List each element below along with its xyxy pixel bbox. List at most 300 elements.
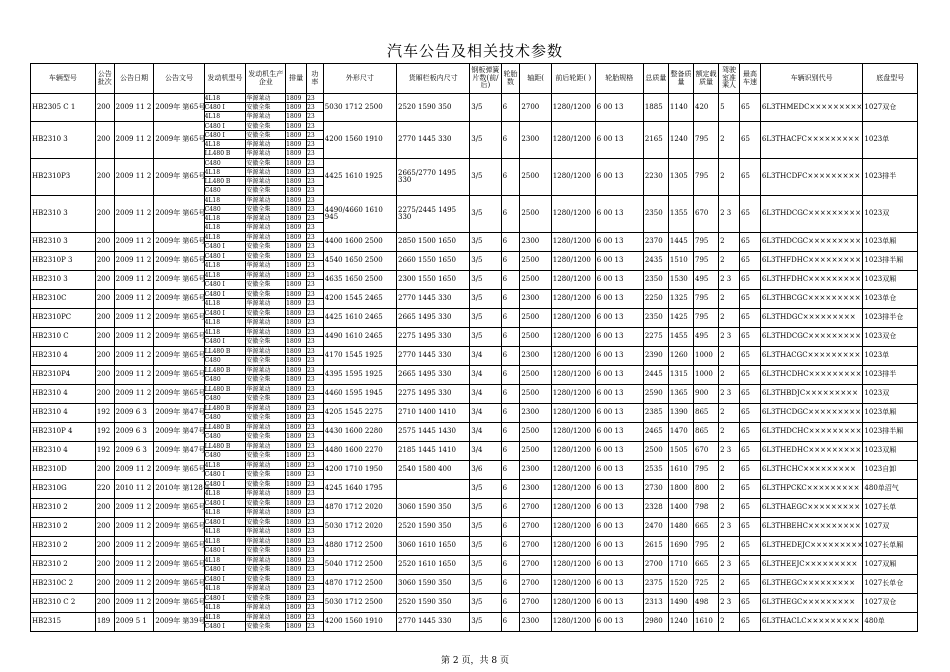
cell-eng-line: C480 I — [204, 471, 225, 478]
cell-date: 2009 5 1 — [114, 613, 154, 632]
cell-eng-line: 4L18 — [204, 528, 221, 535]
cell-wb: 2500 — [520, 423, 551, 442]
cell-maker-stack — [246, 122, 286, 159]
cell-vin: 6L3THCHC××××××××× — [760, 461, 863, 480]
cell-tires: 6 — [501, 159, 520, 196]
cell-disp-line: 1809 — [286, 103, 306, 112]
cell-chassis: 1027长单厢 — [863, 537, 918, 556]
cell-batch: 192 — [95, 404, 114, 423]
cell-total: 2250 — [643, 290, 668, 309]
cell-power-stack — [307, 271, 324, 290]
cell-eng-line: C480 I — [205, 575, 246, 584]
cell-disp-stack — [286, 480, 307, 499]
cell-tire-spec: 6 00 13 — [595, 271, 643, 290]
cell-vin: 6L3THDCGC××××××××× — [760, 233, 863, 252]
cell-eng-stack — [204, 94, 246, 122]
cell-curb: 1710 — [668, 556, 693, 575]
cell-doc: 2009年 第65号 — [154, 594, 204, 613]
column-header: 车辆型号 — [31, 64, 96, 94]
cell-rated: 420 — [694, 94, 719, 122]
cell-tire-spec: 6 00 13 — [595, 94, 643, 122]
cell-disp-line: 1809 — [286, 233, 306, 242]
cell-disp-line: 1809 — [286, 385, 306, 394]
cell-eng-stack — [204, 347, 246, 366]
cell-power-line: 23 — [307, 122, 323, 131]
cell-chassis: 1027长单仓 — [863, 575, 918, 594]
cell-cab: 2 — [719, 366, 740, 385]
cell-maker-line: 安徽全柴 — [246, 452, 271, 459]
cell-speed: 65 — [740, 159, 761, 196]
cell-tires: 6 — [501, 556, 520, 575]
cell-power-line: 23 — [307, 556, 323, 565]
cell-vin: 6L3THBCGC××××××××× — [760, 290, 863, 309]
cell-cargo: 2665 1495 330 — [397, 366, 470, 385]
cell-track: 1280/1200 — [551, 159, 595, 196]
cell-maker-line: 安徽全柴 — [246, 471, 271, 478]
cell-eng-stack — [204, 271, 246, 290]
cell-doc: 2009年 第65号 — [154, 309, 204, 328]
cell-spring: 3/6 — [470, 461, 501, 480]
cell-maker-line: 安徽全柴 — [246, 205, 285, 214]
cell-model: HB2305 C 1 — [31, 94, 96, 122]
cell-disp-stack — [286, 461, 307, 480]
cell-maker-stack — [246, 404, 286, 423]
cell-rated: 498 — [694, 594, 719, 613]
cell-maker-line: 安徽全柴 — [246, 376, 271, 383]
cell-model: HB2310C — [31, 290, 96, 309]
cell-maker-stack — [246, 537, 286, 556]
cell-spring: 3/4 — [470, 442, 501, 461]
cell-eng-line: C480 — [204, 395, 221, 402]
cell-maker-stack — [246, 594, 286, 613]
cell-wb: 2300 — [520, 122, 551, 159]
cell-model: HB2315 — [31, 613, 96, 632]
cell-tires: 6 — [501, 442, 520, 461]
cell-power-line: 23 — [307, 452, 315, 459]
cell-eng-stack — [204, 290, 246, 309]
cell-power-line: 23 — [307, 140, 323, 149]
cell-power-line: 23 — [307, 461, 323, 470]
cell-rated: 495 — [694, 271, 719, 290]
cell-rated: 798 — [694, 499, 719, 518]
cell-track: 1280/1200 — [551, 461, 595, 480]
cell-eng-line: 4L18 — [205, 214, 246, 223]
cell-model: HB2310 2 — [31, 518, 96, 537]
cell-maker-line: 安徽全柴 — [246, 290, 285, 299]
cell-tire-spec: 6 00 13 — [595, 556, 643, 575]
column-header: 发动机生产企业 — [246, 64, 286, 94]
cell-track: 1280/1200 — [551, 290, 595, 309]
cell-eng-stack — [204, 575, 246, 594]
cell-disp-stack — [286, 594, 307, 613]
cell-disp-stack — [286, 423, 307, 442]
cell-track: 1280/1200 — [551, 347, 595, 366]
cell-disp-line: 1809 — [286, 556, 306, 565]
cell-curb: 1510 — [668, 252, 693, 271]
cell-maker-stack — [246, 613, 286, 632]
cell-speed: 65 — [740, 233, 761, 252]
cell-vin: 6L3THBDJC××××××××× — [760, 385, 863, 404]
cell-rated: 795 — [694, 309, 719, 328]
cell-cargo: 2710 1400 1410 — [397, 404, 470, 423]
cell-eng-line: C480 I — [204, 566, 225, 573]
cell-tire-spec: 6 00 13 — [595, 423, 643, 442]
cell-speed: 65 — [740, 196, 761, 233]
cell-date: 2009 6 3 — [114, 423, 154, 442]
cell-disp-stack — [286, 575, 307, 594]
column-header: 钢板弹簧片数(前/后) — [470, 64, 501, 94]
cell-speed: 65 — [740, 404, 761, 423]
cell-doc: 2009年 第65号 — [154, 122, 204, 159]
cell-dims: 4880 1712 2500 — [323, 537, 396, 556]
cell-curb: 1455 — [668, 328, 693, 347]
cell-maker-line: 安徽全柴 — [246, 131, 285, 140]
cell-date: 2009 11 2 — [114, 271, 154, 290]
cell-curb: 1610 — [668, 461, 693, 480]
cell-track: 1280/1200 — [551, 404, 595, 423]
cell-disp-line: 1809 — [286, 499, 306, 508]
cell-disp-line: 1809 — [286, 518, 306, 527]
cell-cargo: 3060 1590 350 — [397, 499, 470, 518]
cell-power-line: 23 — [307, 528, 315, 535]
cell-cargo: 2300 1550 1650 — [397, 271, 470, 290]
cell-power-line: 23 — [307, 366, 323, 375]
cell-power-line: 23 — [307, 442, 323, 451]
cell-speed: 65 — [740, 575, 761, 594]
cell-cab: 2 3 — [719, 196, 740, 233]
cell-eng-line: C480 I — [204, 547, 225, 554]
cell-chassis: 1023自卸 — [863, 461, 918, 480]
cell-tires: 6 — [501, 499, 520, 518]
cell-disp-line: 1809 — [286, 113, 302, 120]
cell-rated: 665 — [694, 518, 719, 537]
cell-power-line: 23 — [307, 168, 323, 177]
cell-batch: 192 — [95, 423, 114, 442]
cell-disp-line: 1809 — [286, 357, 302, 364]
cell-spring: 3/5 — [470, 122, 501, 159]
cell-maker-line: 华源莱动 — [246, 224, 271, 231]
cell-date: 2009 11 2 — [114, 594, 154, 613]
cell-maker-line: 华源莱动 — [246, 528, 271, 535]
cell-curb: 1800 — [668, 480, 693, 499]
cell-tire-spec: 6 00 13 — [595, 537, 643, 556]
cell-cargo: 2660 1550 1650 — [397, 252, 470, 271]
cell-vin: 6L3THDCHC××××××××× — [760, 423, 863, 442]
cell-track: 1280/1200 — [551, 366, 595, 385]
cell-tire-spec: 6 00 13 — [595, 575, 643, 594]
cell-rated: 865 — [694, 404, 719, 423]
cell-model: HB2310P 3 — [31, 252, 96, 271]
cell-chassis: 1023单厢 — [863, 233, 918, 252]
cell-model: HB2310 C — [31, 328, 96, 347]
cell-disp-stack — [286, 347, 307, 366]
cell-vin: 6L3THEDHC××××××××× — [760, 442, 863, 461]
cell-spring: 3/5 — [470, 575, 501, 594]
cell-rated: 795 — [694, 290, 719, 309]
cell-spring: 3/4 — [470, 366, 501, 385]
cell-power-line: 23 — [307, 224, 315, 231]
cell-rated: 1000 — [694, 347, 719, 366]
cell-vin: 6L3THCDGC××××××××× — [760, 404, 863, 423]
cell-eng-stack — [204, 480, 246, 499]
cell-disp-line: 1809 — [286, 613, 306, 622]
cell-eng-line: C480 I — [205, 594, 246, 603]
column-header: 总质量 — [643, 64, 668, 94]
cell-model: HB2310 4 — [31, 347, 96, 366]
cell-spring: 3/5 — [470, 594, 501, 613]
cell-power-line: 23 — [307, 499, 323, 508]
cell-model: HB2310 3 — [31, 196, 96, 233]
cell-disp-stack — [286, 252, 307, 271]
cell-disp-line: 1809 — [286, 528, 302, 535]
cell-disp-line: 1809 — [286, 150, 302, 157]
cell-tires: 6 — [501, 537, 520, 556]
cell-model: HB2310PC — [31, 309, 96, 328]
cell-track: 1280/1200 — [551, 385, 595, 404]
cell-vin: 6L3THDCGC××××××××× — [760, 328, 863, 347]
cell-model: HB2310D — [31, 461, 96, 480]
cell-chassis: 1023排半仓 — [863, 309, 918, 328]
cell-vin: 6L3THFDHC××××××××× — [760, 271, 863, 290]
cell-eng-stack — [204, 159, 246, 196]
cell-curb: 1530 — [668, 271, 693, 290]
cell-disp-line: 1809 — [286, 404, 306, 413]
cell-total: 2470 — [643, 518, 668, 537]
cell-total: 2375 — [643, 575, 668, 594]
cell-maker-line: 华源莱动 — [246, 509, 271, 516]
cell-disp-stack — [286, 499, 307, 518]
cell-dims: 5040 1712 2500 — [323, 556, 396, 575]
cell-speed: 65 — [740, 271, 761, 290]
cell-eng-line: 4L18 — [205, 94, 246, 103]
cell-eng-line: 4L18 — [204, 604, 221, 611]
cell-vin: 6L3THACFC××××××××× — [760, 122, 863, 159]
cell-disp-stack — [286, 94, 307, 122]
cell-model: HB2310 3 — [31, 122, 96, 159]
cell-maker-line: 安徽全柴 — [246, 575, 285, 584]
cell-date: 2010 11 2 — [114, 480, 154, 499]
cell-spring: 3/4 — [470, 347, 501, 366]
cell-tires: 6 — [501, 575, 520, 594]
cell-wb: 2500 — [520, 159, 551, 196]
cell-track: 1280/1200 — [551, 252, 595, 271]
cell-spring: 3/5 — [470, 499, 501, 518]
cell-eng-line: 4L18 — [204, 319, 221, 326]
cell-eng-line: LL480 B — [205, 442, 246, 451]
cell-spring: 3/5 — [470, 290, 501, 309]
cell-vin: 6L3THEGC××××××××× — [760, 594, 863, 613]
cell-vin: 6L3THMEDC××××××××× — [760, 94, 863, 122]
table-row — [31, 537, 918, 556]
cell-tires: 6 — [501, 309, 520, 328]
cell-power-line: 23 — [307, 177, 323, 186]
cell-total: 2445 — [643, 366, 668, 385]
cell-speed: 65 — [740, 252, 761, 271]
cell-cab: 2 3 — [719, 518, 740, 537]
cell-batch: 200 — [95, 499, 114, 518]
cell-date: 2009 11 2 — [114, 309, 154, 328]
column-header: 底盘型号 — [863, 64, 918, 94]
cell-power-stack — [307, 499, 324, 518]
cell-batch: 200 — [95, 518, 114, 537]
cell-chassis: 1027长单 — [863, 499, 918, 518]
cell-cab: 2 3 — [719, 328, 740, 347]
table-row — [31, 423, 918, 442]
cell-tires: 6 — [501, 271, 520, 290]
cell-doc: 2009年 第65号 — [154, 499, 204, 518]
cell-chassis: 1023单仓 — [863, 290, 918, 309]
table-row — [31, 290, 918, 309]
cell-eng-line: C480 I — [205, 290, 246, 299]
cell-doc: 2009年 第47号 — [154, 423, 204, 442]
cell-dims: 4460 1595 1945 — [323, 385, 396, 404]
cell-wb: 2300 — [520, 480, 551, 499]
cell-curb: 1240 — [668, 613, 693, 632]
cell-maker-line: 安徽全柴 — [246, 309, 285, 318]
cell-chassis: 1023排半 — [863, 366, 918, 385]
cell-model: HB2310 2 — [31, 499, 96, 518]
cell-power-line: 23 — [307, 357, 315, 364]
cell-batch: 200 — [95, 290, 114, 309]
cell-eng-stack — [204, 594, 246, 613]
cell-speed: 65 — [740, 309, 761, 328]
cell-disp-stack — [286, 233, 307, 252]
cell-maker-line: 安徽全柴 — [246, 395, 271, 402]
cell-doc: 2009年 第65号 — [154, 159, 204, 196]
cell-eng-stack — [204, 518, 246, 537]
cell-date: 2009 11 2 — [114, 556, 154, 575]
cell-spring: 3/5 — [470, 537, 501, 556]
cell-doc: 2009年 第65号 — [154, 366, 204, 385]
cell-dims: 4170 1545 1925 — [323, 347, 396, 366]
cell-eng-line: C480 I — [204, 623, 225, 630]
cell-power-stack — [307, 518, 324, 537]
cell-curb: 1390 — [668, 404, 693, 423]
cell-speed: 65 — [740, 122, 761, 159]
cell-disp-stack — [286, 196, 307, 233]
cell-disp-stack — [286, 404, 307, 423]
cell-spring: 3/5 — [470, 328, 501, 347]
cell-power-stack — [307, 290, 324, 309]
cell-power-line: 23 — [307, 566, 315, 573]
cell-dims: 4480 1600 2270 — [323, 442, 396, 461]
cell-tire-spec: 6 00 13 — [595, 518, 643, 537]
cell-eng-stack — [204, 122, 246, 159]
cell-total: 2980 — [643, 613, 668, 632]
cell-disp-line: 1809 — [286, 442, 306, 451]
cell-model: HB2310 3 — [31, 233, 96, 252]
cell-chassis: 1023排半厢 — [863, 423, 918, 442]
cell-batch: 200 — [95, 252, 114, 271]
cell-disp-stack — [286, 518, 307, 537]
cell-cab: 2 — [719, 423, 740, 442]
cell-track: 1280/1200 — [551, 537, 595, 556]
cell-date: 2009 11 2 — [114, 366, 154, 385]
cell-chassis: 480单沼气 — [863, 480, 918, 499]
cell-eng-stack — [204, 423, 246, 442]
cell-power-line: 23 — [307, 187, 315, 194]
cell-wb: 2300 — [520, 461, 551, 480]
cell-maker-line: 华源莱动 — [246, 404, 285, 413]
cell-date: 2009 11 2 — [114, 385, 154, 404]
cell-power-stack — [307, 613, 324, 632]
cell-power-line: 23 — [307, 196, 323, 205]
cell-cab: 2 3 — [719, 442, 740, 461]
table-row — [31, 328, 918, 347]
column-header: 功率 — [307, 64, 324, 94]
cell-power-line: 23 — [307, 290, 323, 299]
cell-eng-stack — [204, 233, 246, 252]
cell-disp-line: 1809 — [286, 452, 302, 459]
cell-eng-line: C480 I — [205, 480, 246, 489]
cell-chassis: 1027双 — [863, 518, 918, 537]
cell-date: 2009 11 2 — [114, 122, 154, 159]
cell-disp-stack — [286, 328, 307, 347]
cell-disp-line: 1809 — [286, 122, 306, 131]
cell-maker-stack — [246, 480, 286, 499]
cell-tires: 6 — [501, 290, 520, 309]
cell-batch: 200 — [95, 196, 114, 233]
cell-disp-line: 1809 — [286, 566, 302, 573]
cell-power-line: 23 — [307, 575, 323, 584]
cell-batch: 200 — [95, 347, 114, 366]
cell-tire-spec: 6 00 13 — [595, 196, 643, 233]
cell-model: HB2310 4 — [31, 404, 96, 423]
cell-dims: 4245 1640 1795 — [323, 480, 396, 499]
table-row — [31, 575, 918, 594]
cell-vin: 6L3THACGC××××××××× — [760, 347, 863, 366]
cell-cab: 2 — [719, 461, 740, 480]
cell-disp-stack — [286, 442, 307, 461]
column-header: 公告文号 — [154, 64, 204, 94]
cell-total: 2390 — [643, 347, 668, 366]
cell-dims: 4200 1545 2465 — [323, 290, 396, 309]
table-row — [31, 613, 918, 632]
cell-rated: 795 — [694, 233, 719, 252]
cell-power-line: 23 — [307, 113, 315, 120]
column-header: 发动机型号 — [204, 64, 246, 94]
cell-rated: 795 — [694, 461, 719, 480]
cell-power-stack — [307, 309, 324, 328]
cell-total: 2730 — [643, 480, 668, 499]
cell-doc: 2009年 第47号 — [154, 442, 204, 461]
cell-power-line: 23 — [307, 385, 323, 394]
cell-maker-line: 华源莱动 — [246, 196, 285, 205]
cell-cab: 2 3 — [719, 594, 740, 613]
cell-wb: 2500 — [520, 385, 551, 404]
cell-tires: 6 — [501, 404, 520, 423]
cell-power-line: 23 — [307, 347, 323, 356]
cell-date: 2009 11 2 — [114, 290, 154, 309]
cell-total: 2313 — [643, 594, 668, 613]
cell-maker-stack — [246, 309, 286, 328]
cell-maker-stack — [246, 271, 286, 290]
cell-curb: 1325 — [668, 290, 693, 309]
cell-power-line: 23 — [307, 547, 315, 554]
cell-disp-line: 1809 — [286, 509, 302, 516]
cell-tire-spec: 6 00 13 — [595, 233, 643, 252]
cell-date: 2009 11 2 — [114, 461, 154, 480]
cell-chassis: 1023双仓 — [863, 328, 918, 347]
cell-eng-stack — [204, 442, 246, 461]
cell-dims: 4490/4660 1610 945 — [323, 196, 396, 233]
cell-rated: 900 — [694, 385, 719, 404]
cell-maker-line: 安徽全柴 — [246, 159, 285, 168]
cell-disp-line: 1809 — [286, 319, 302, 326]
cell-model: HB2310 4 — [31, 385, 96, 404]
cell-spring: 3/5 — [470, 518, 501, 537]
column-header: 车辆识别代号 — [760, 64, 863, 94]
